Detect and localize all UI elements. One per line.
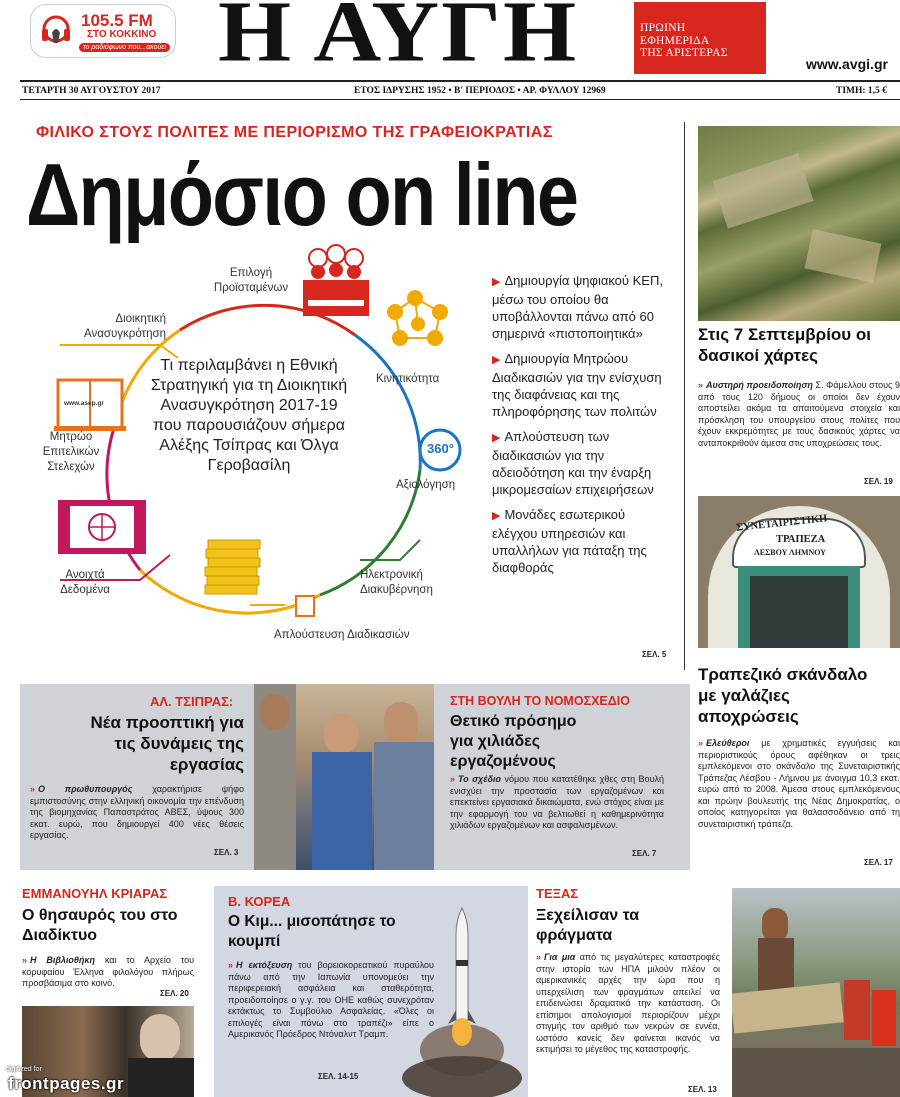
missile-launch-image <box>400 900 526 1097</box>
texas-body: » Για μια από τις μεγαλύτερες καταστροφές στην ιστορία των ΗΠΑ μιλούν πλέον οι αμερικανικές αρχές την ώρα που η υπερχείλιση των φραγμάτων απειλεί να επιδεινώσει δραματικά την κατάσταση. Οι επίσημοι απολογισμοί περιορίζουν μέχρι στιγμής τον αριθμό των νεκρών σε εννέα, ωστόσο κανείς δεν φαίνεται ικανός να εκτιμήσει το μέγεθος της καταστροφής. <box>536 952 720 1054</box>
watermark: frontpages.gr <box>8 1074 125 1093</box>
issue-price: ΤΙΜΗ: 1,5 € <box>836 86 887 96</box>
vouli-kicker: ΣΤΗ ΒΟΥΛΗ ΤΟ ΝΟΜΟΣΧΕΔΙΟ <box>450 694 630 708</box>
network-icon <box>388 291 447 345</box>
watermark-small: digitized for <box>6 1066 42 1073</box>
tagline-2: ΕΦΗΜΕΡΙΔΑ <box>640 34 710 47</box>
tagline-1: ΠΡΩΙΝΗ <box>640 22 686 34</box>
lead-headline[interactable]: Δημόσιο on line <box>26 145 578 244</box>
lead-point: ▶ Μονάδες εσωτερικού ελέγχου υπηρεσιών και υπαλλήλων για πάταξη της διαφθοράς <box>492 507 647 575</box>
side2-page-ref: ΣΕΛ. 17 <box>864 858 893 867</box>
e-document-icon <box>296 596 314 616</box>
forest-aerial-photo <box>698 126 900 321</box>
label-360: 360° <box>427 441 454 456</box>
texas-headline[interactable]: Ξεχείλισαν τα φράγματα <box>536 907 640 944</box>
kriaras-page-ref: ΣΕΛ. 20 <box>160 989 189 998</box>
korea-body: » Η εκτόξευση του βορειοκορεατικού πυραύλου πάνω από την Ιαπωνία υπονομεύει την περιφερειακή ασφάλεια και σταθερότητα, προειδοποίησε ο γ.γ. του ΟΗΕ καθώς συνεχρόταν εκτάκτως το Συμβούλιο Ασφαλείας. «Όλες οι επιλογές είναι πάνω στο τραπέζι» είπε ο Αμερικανός Πρόεδρος Ντόναλντ Τραμπ. <box>228 960 434 1039</box>
radio-frequency: 105.5 FM <box>81 11 153 30</box>
lead-page-ref: ΣΕΛ. 5 <box>642 650 667 659</box>
tsipras-headline[interactable]: Νέα προοπτική για τις δυνάμεις της εργασίας <box>90 713 244 774</box>
lead-point: ▶ Δημιουργία Μητρώου Διαδικασιών για την ενίσχυση της διαφάνειας και της πληροφόρησης των πολιτών <box>492 351 662 419</box>
radio-slogan: το ραδιόφωνο που...ακούει <box>79 43 170 52</box>
kriaras-kicker: ΕΜΜΑΝΟΥΗΛ ΚΡΙΑΡΑΣ <box>22 886 168 901</box>
infographic-center-text: Τι περιλαμβάνει η Εθνική Στρατηγική για τη Διοικητική Ανασυγκρότηση 2017-19 που παρουσιάζουν σήμερα Αλέξης Τσίπρας και Όλγα Γεροβασίλη <box>150 357 348 474</box>
side1-headline[interactable]: Στις 7 Σεπτεμβρίου οι δασικοί χάρτες <box>698 325 872 365</box>
lead-points <box>492 272 670 576</box>
side2-headline[interactable]: Τραπεζικό σκάνδαλο με γαλάζιες αποχρώσεις <box>698 665 868 726</box>
bank-sign-1: ΣΥΝΕΤΑΙΡΙΣΤΙΚΗ <box>735 513 828 534</box>
kriaras-headline[interactable]: Ο θησαυρός του στο Διαδίκτυο <box>22 907 178 944</box>
vouli-page-ref: ΣΕΛ. 7 <box>632 849 657 858</box>
label-evaluation: Αξιολόγηση <box>396 479 456 491</box>
bank-sign-3: ΛΕΣΒΟΥ ΛΗΜΝΟΥ <box>754 548 827 557</box>
lead-kicker: ΦΙΛΙΚΟ ΣΤΟΥΣ ΠΟΛΙΤΕΣ ΜΕ ΠΕΡΙΟΡΙΣΜΟ ΤΗΣ ΓΡΑΦΕΙΟΚΡΑΤΙΑΣ <box>36 124 553 141</box>
texas-kicker: ΤΕΞΑΣ <box>536 886 579 901</box>
launch-flame <box>452 1018 472 1046</box>
label-registry-site: www.asep.gr <box>64 400 104 407</box>
label-management: Επιλογή Προϊσταμένων <box>213 267 289 294</box>
website-link[interactable]: www.avgi.gr <box>806 56 888 72</box>
tsipras-kicker: ΑΛ. ΤΣΙΠΡΑΣ: <box>150 694 234 709</box>
headphones-icon <box>39 11 73 51</box>
label-registry: Μητρώο Επιτελικών Στελεχών <box>42 431 100 473</box>
lead-point: ▶ Δημιουργία ψηφιακού ΚΕΠ, μέσω του οποίου θα υποβάλλονται πάνω από 60 σημερινά «πιστοποιητικά» <box>492 273 663 341</box>
masthead-rule-bottom <box>20 99 900 100</box>
lead-point: ▶ Απλούστευση των διαδικασιών για την αδειοδότηση και την έναρξη μικρομεσαίων επιχειρήσεων <box>492 429 654 497</box>
label-mobility: Κινητικότητα <box>376 373 440 385</box>
issue-date: ΤΕΤΑΡΤΗ 30 ΑΥΓΟΥΣΤΟΥ 2017 <box>22 86 161 96</box>
vouli-headline[interactable]: Θετικό πρόσημο για χιλιάδες εργαζομένους <box>450 713 577 770</box>
side1-body: » Αυστηρή προειδοποίηση Σ. Φάμελλου στους 9 από τους 120 δήμους οι οποίοι δεν έχουν αποστείλει ακόμα τα απαιτούμενα στοιχεία και πρόσκληση του υπουργείου στους πολίτες που έχουν εκκρεμότητες με τους δασικούς χάρτες να ανταποκριθούν άμεσα στις υποχρεώσεις τους. <box>698 380 900 448</box>
side1-page-ref: ΣΕΛ. 19 <box>864 477 893 486</box>
bank-sign-2: ΤΡΑΠΕΖΑ <box>776 534 826 545</box>
radio-name: ΣΤΟ ΚΟΚΚΙΝΟ <box>87 29 157 40</box>
tagline-3: ΤΗΣ ΑΡΙΣΤΕΡΑΣ <box>640 47 728 59</box>
korea-kicker: Β. ΚΟΡΕΑ <box>228 894 291 909</box>
texas-page-ref: ΣΕΛ. 13 <box>688 1085 717 1094</box>
arc-blue-right <box>355 335 420 470</box>
masthead-rule-top <box>20 80 900 82</box>
radio-logo[interactable] <box>30 4 176 58</box>
label-reconstruction: Διοικητική Ανασυγκρότηση <box>84 313 166 340</box>
side2-body: » Ελεύθεροι με χρηματικές εγγυήσεις και περιοριστικούς όρους αφέθηκαν οι τρεις εμπλεκόμενοι στο σκάνδαλο της Συνεταιριστικής Τράπεζας Λέσβου - Λήμνου με άνοιγμα 10,3 εκατ. ευρώ από το 2008. Άμεσα στους εμπλεκόμενους και πρώην βουλευτής της Νέας Δημοκρατίας, ο οποίος κατηγορείται για θαλασσοδάνειο από τη συνεταιριστική τράπεζα. <box>698 738 900 829</box>
korea-headline[interactable]: Ο Κιμ... μισοπάτησε το κουμπί <box>228 913 396 950</box>
issue-info: ΕΤΟΣ ΙΔΡΥΣΗΣ 1952 • Β' ΠΕΡΙΟΔΟΣ • ΑΡ. ΦΥΛΛΟΥ 12969 <box>354 86 606 96</box>
tagline-box <box>634 2 766 74</box>
kriaras-body: » Η Βιβλιοθήκη και το Αρχείο του κορυφαίου Έλληνα φιλολόγου πλήρως προσβάσιμα στο κοινό. <box>22 955 195 988</box>
paper-stack-icon <box>205 540 260 594</box>
open-data-window-icon <box>58 500 146 554</box>
tsipras-page-ref: ΣΕΛ. 3 <box>214 848 239 857</box>
korea-page-ref: ΣΕΛ. 14-15 <box>318 1072 359 1081</box>
column-divider <box>684 122 685 670</box>
label-open-data: Ανοιχτά Δεδομένα <box>60 569 110 596</box>
label-egov: Ηλεκτρονική Διακυβέρνηση <box>360 569 433 596</box>
tsipras-body: » Ο πρωθυπουργός χαρακτήρισε ψήφο εμπιστοσύνης στην ελληνική οικονομία την επένδυση της βιομηχανίας Παπαστράτος ΑΒΕΣ, ύψους 300 εκατ. ευρώ, που δημιουργεί 400 νέες θέσεις εργασίας. <box>30 784 244 840</box>
newspaper-title: Η ΑΥΓΗ <box>218 0 579 80</box>
vouli-body: » Το σχέδιο νόμου που κατατέθηκε χθες στη Βουλή ενισχύει την προστασία των εργαζομένων και επεκτείνει εργασιακά δικαιώματα, ενώ στόχος είναι με την εφαρμογή του να βελτιωθεί η καθημερινότητα χιλιάδων εργαζομένων και ασφαλισμένων. <box>450 774 664 830</box>
tsipras-crowd-photo <box>254 684 434 870</box>
texas-flood-photo <box>732 888 900 1097</box>
team-icon <box>303 245 369 316</box>
label-simplify: Απλούστευση Διαδικασιών <box>274 629 410 641</box>
